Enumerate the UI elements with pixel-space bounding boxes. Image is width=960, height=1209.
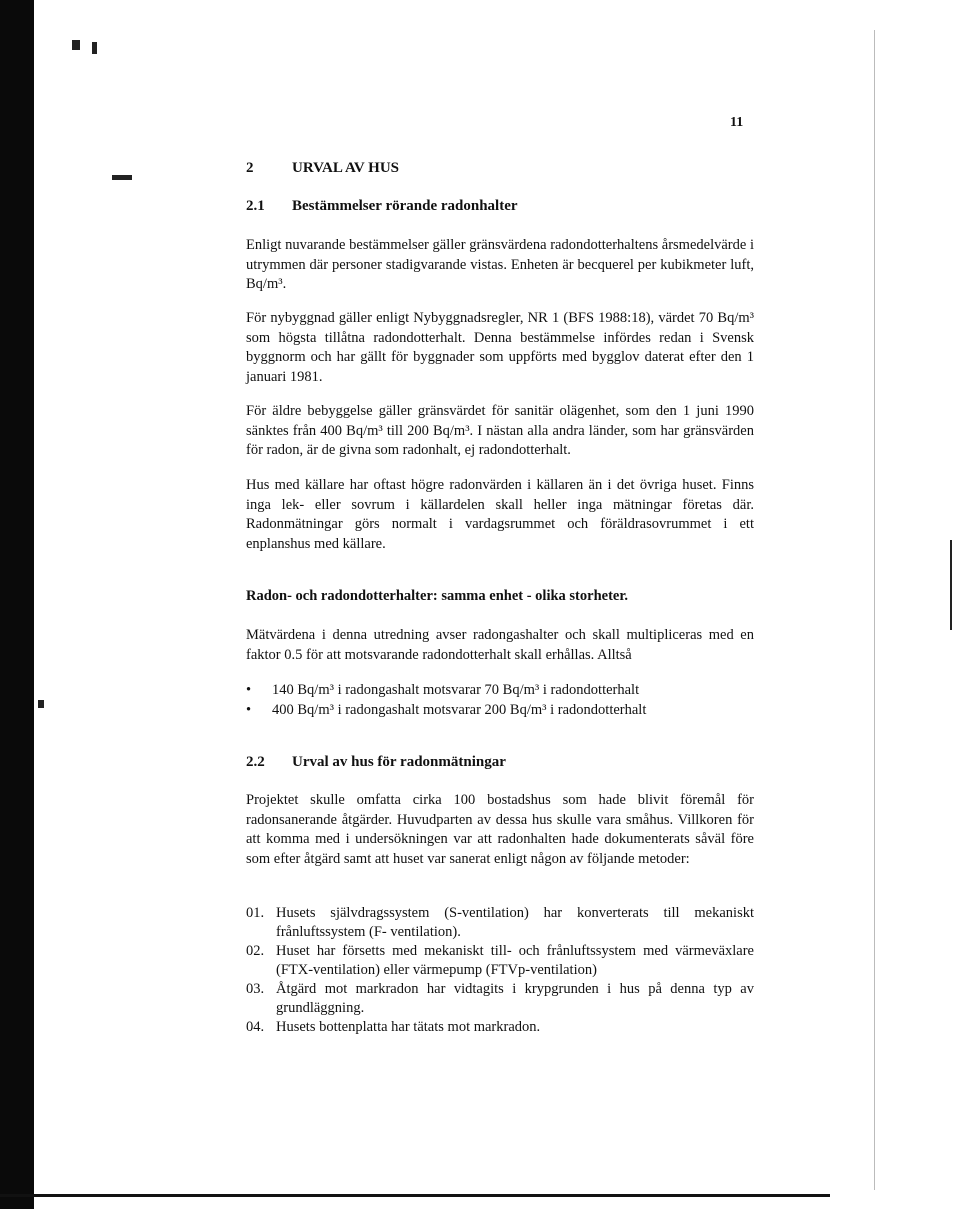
paragraph-measurements: Mätvärdena i denna utredning avser radongashalter och skall multipliceras med en faktor 0.5 för att motsvarande radondotterhalt skall erhållas. Alltså [246,627,754,663]
method-text: Husets självdragssystem (S-ventilation) har konverterats till mekaniskt frånluftssystem (F- ventilation). [276,905,754,940]
scan-right-border [874,30,875,1190]
scan-speck [112,175,132,180]
paragraph-old-buildings: För äldre bebyggelse gäller gränsvärdet för sanitär olägenhet, som den 1 juni 1990 sänktes från 400 Bq/m³ till 200 Bq/m³. I nästan alla andra länder, som har gränsvärden för radon, är de givna som radonhalt, ej radondotterhalt. [246,403,754,458]
method-number: 03. [246,981,265,997]
bold-note: Radon- och radondotterhalter: samma enhet - olika storheter. [246,588,629,604]
list-item [246,681,754,701]
scan-left-border [0,0,34,1209]
paragraph-new-buildings: För nybyggnad gäller enligt Nybyggnadsregler, NR 1 (BFS 1988:18), värdet 70 Bq/m³ som högsta tillåtna radondotterhalt. Denna bestämmelse infördes redan i Svensk byggnorm och har gällt för byggnader som uppförts med bygglov daterat efter den 1 januari 1981. [246,310,754,385]
list-item [246,980,754,1017]
scan-speck [950,540,952,630]
list-item-text: 140 Bq/m³ i radongashalt motsvarar 70 Bq/m³ i radondotterhalt [272,682,640,698]
bullet-marker: • [246,682,252,698]
method-number: 01. [246,905,265,921]
list-item [246,942,754,979]
subsection-heading-2-2 [246,754,506,771]
scan-speck [72,40,80,50]
method-number: 02. [246,943,265,959]
subsection-title: Bestämmelser rörande radonhalter [292,198,518,214]
list-item [246,1018,754,1037]
section-title: URVAL AV HUS [292,160,400,176]
bullet-marker: • [246,701,252,718]
scan-speck [92,42,97,54]
paragraph-limits: Enligt nuvarande bestämmelser gäller gränsvärdena radondotterhaltens årsmedelvärde i utrymmen där personer stadigvarande vistas. Enheten är becquerel per kubikmeter luft, Bq/m³. [246,237,754,292]
method-text: Åtgärd mot markradon har vidtagits i krypgrunden i hus på denna typ av grundläggning. [276,981,754,1016]
subsection-number: 2.2 [246,754,265,770]
paragraph-basement: Hus med källare har oftast högre radonvärden i källaren än i det övriga huset. Finns inga lek- eller sovrum i källardelen skall heller inga mätningar företas där. Radonmätningar görs normalt i vardagsrummet och föräldrasovrummet i ett enplanshus med källare. [246,477,754,552]
page-number: 11 [730,115,744,130]
section-heading [246,160,399,177]
methods-list [246,904,754,1038]
scan-speck [38,700,44,708]
list-item-text: 400 Bq/m³ i radongashalt motsvarar 200 Bq/m³ i radondotterhalt [272,701,647,718]
subsection-title: Urval av hus för radonmätningar [292,754,506,770]
subsection-number: 2.1 [246,198,265,214]
list-item [246,701,754,721]
paragraph-project: Projektet skulle omfatta cirka 100 bostadshus som hade blivit föremål för radonsanerande åtgärder. Huvudparten av dessa hus skulle vara småhus. Villkoren för att komma med i undersökningen var att radonhalten hade dokumenterats såväl före som efter åtgärd samt att huset var sanerat enligt någon av följande metoder: [246,792,754,867]
method-text: Husets bottenplatta har tätats mot markradon. [276,1019,541,1035]
scan-bottom-border [0,1194,830,1197]
section-number: 2 [246,160,254,176]
method-text: Huset har försetts med mekaniskt till- och frånluftssystem med värmeväxlare (FTX-ventilation) eller värmepump (FTVp-ventilation) [276,943,754,978]
subsection-heading-2-1 [246,198,518,215]
list-item [246,904,754,941]
method-number: 04. [246,1019,265,1035]
conversion-list [246,681,754,720]
